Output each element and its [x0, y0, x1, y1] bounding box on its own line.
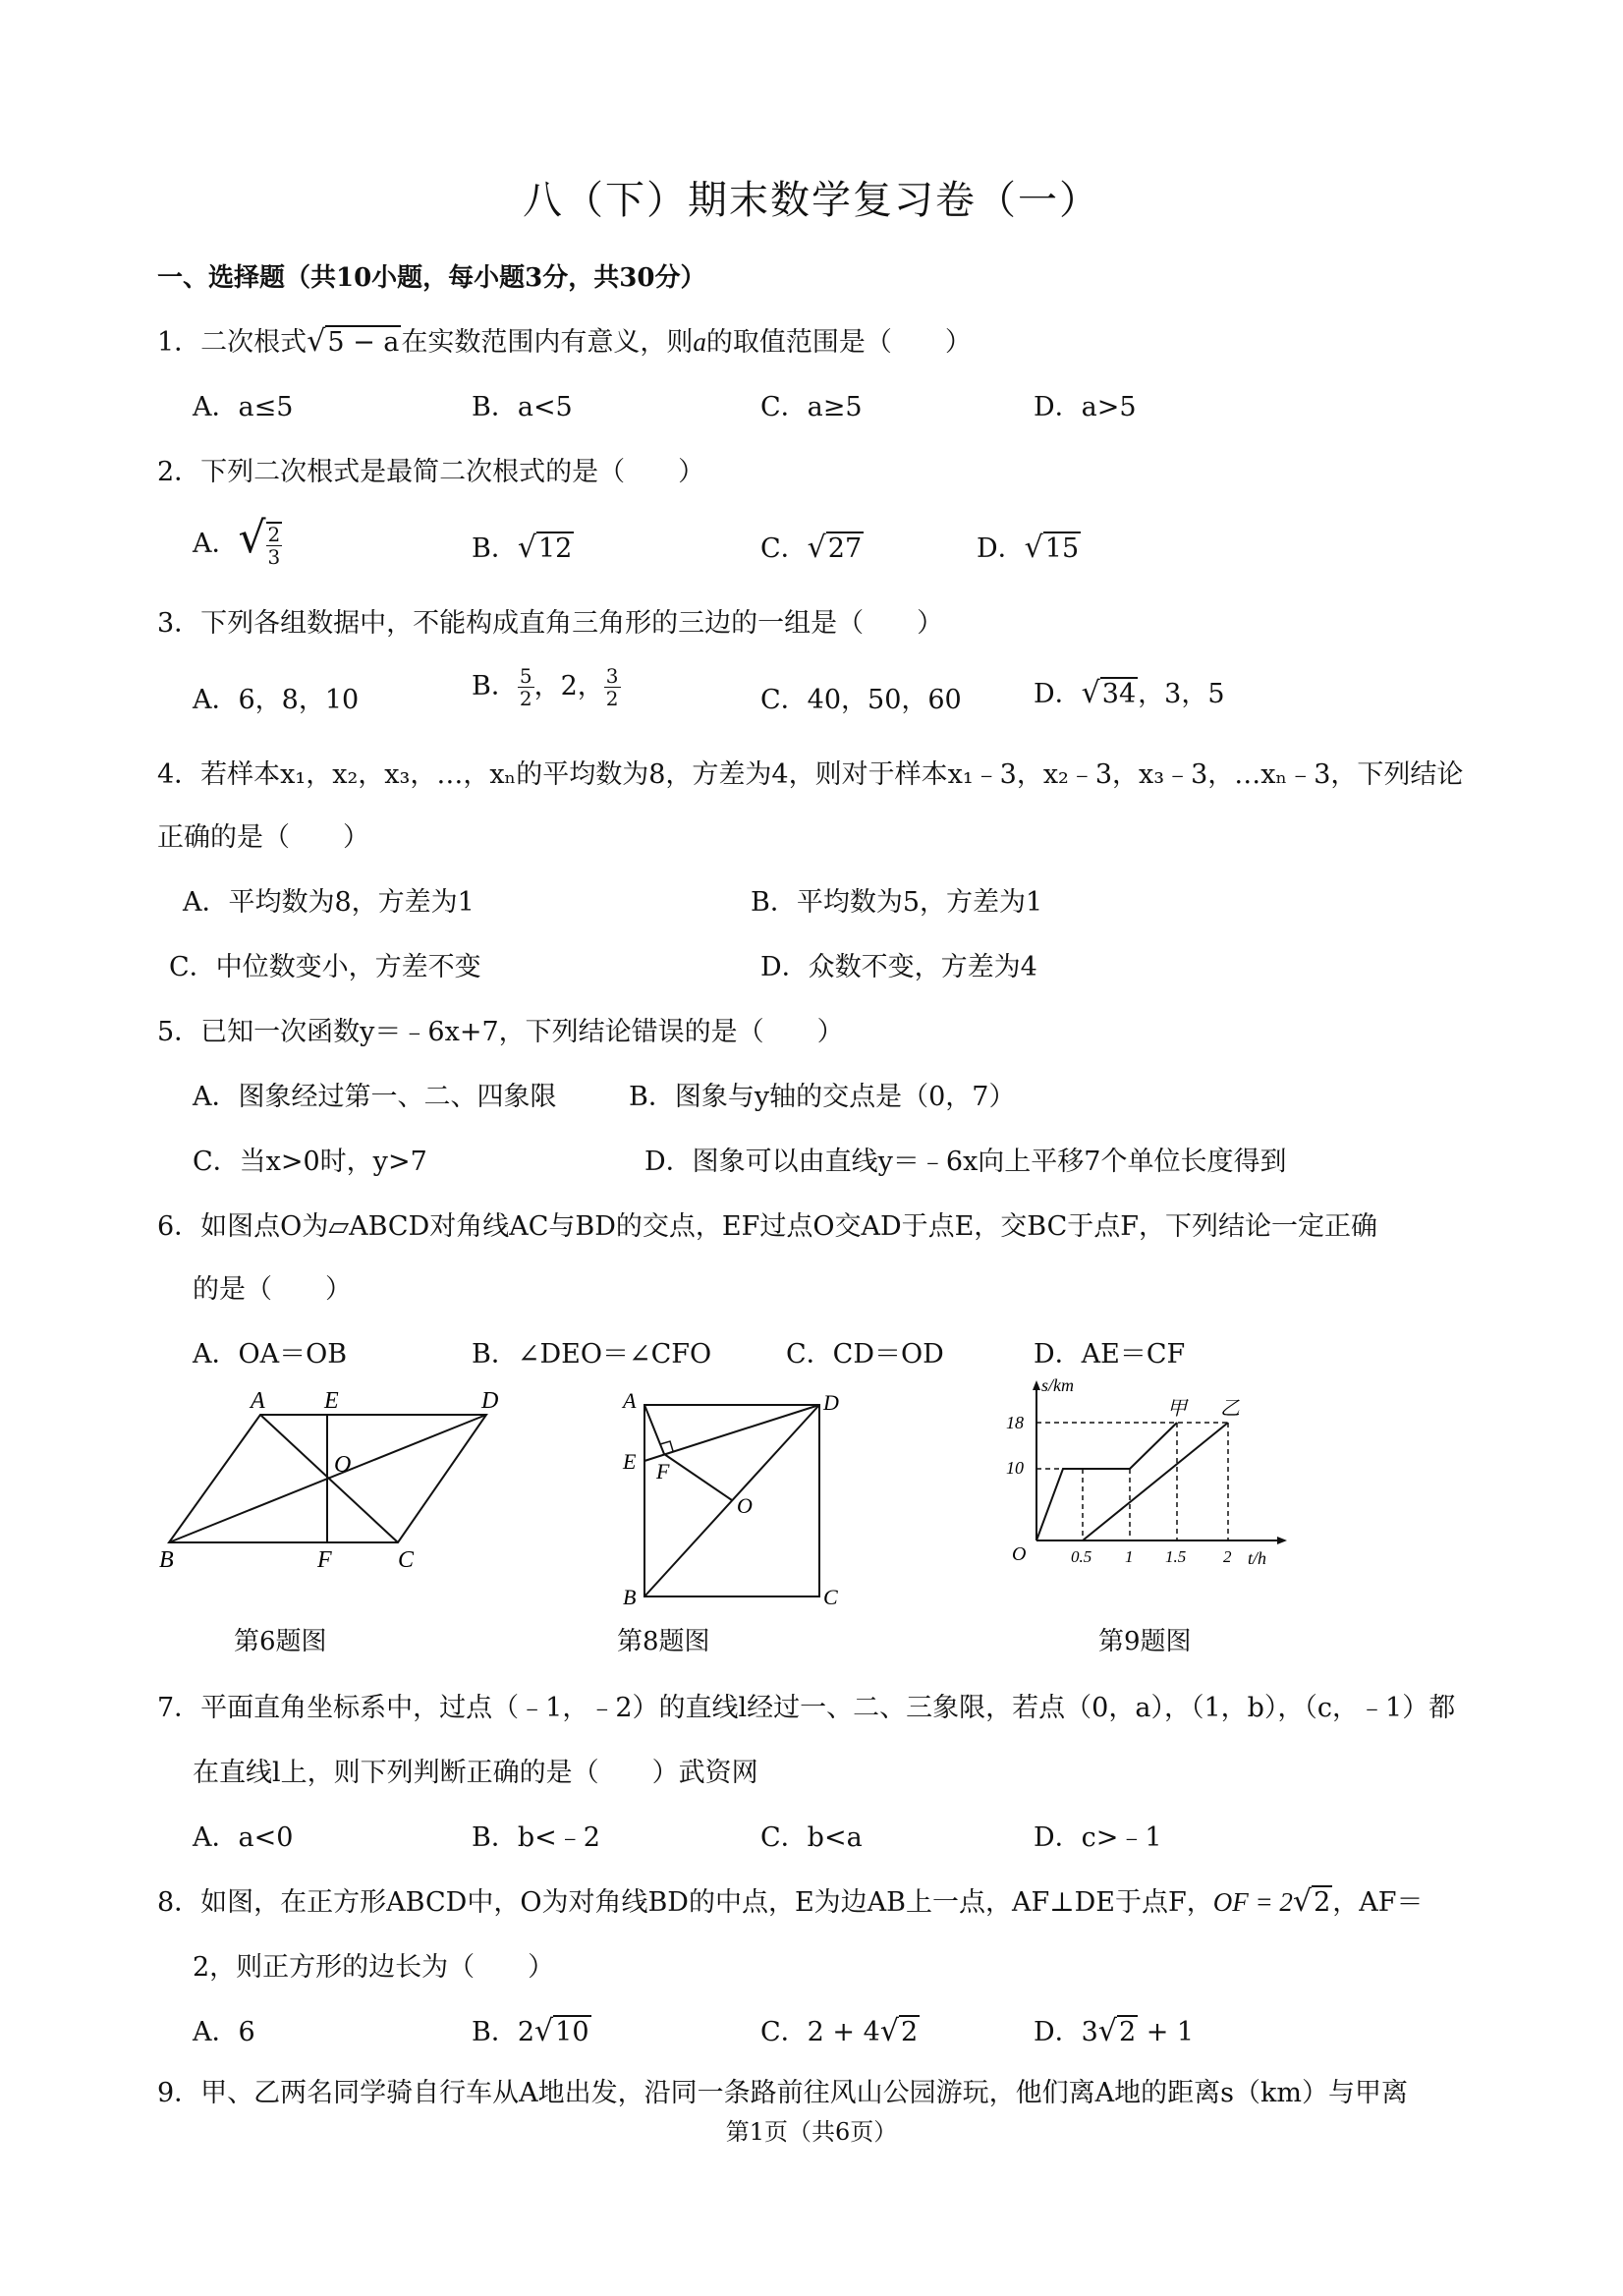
fig9-xlabel: t/h: [1248, 1548, 1267, 1568]
q8-c-radicand: 2: [900, 2017, 919, 2047]
fig9-caption: 第9题图: [1098, 1627, 1192, 1656]
q1-option-a: A．a≤5: [193, 392, 294, 422]
fig8-label-d: D: [823, 1390, 839, 1415]
q8-d-radicand: 2: [1118, 2017, 1137, 2047]
q1-option-c: C．a≥5: [760, 392, 863, 422]
q4-option-b: B．平均数为5，方差为1: [751, 887, 1043, 918]
q7-option-d: D．c>﹣1: [1034, 1822, 1162, 1853]
q3-b-frac1: [518, 665, 534, 709]
fig9-origin: O: [1012, 1543, 1027, 1565]
sqrt-sign: √: [1024, 531, 1043, 565]
q6-option-d: D．AE＝CF: [1034, 1339, 1186, 1370]
fig9-ytick-10: 10: [1006, 1458, 1024, 1478]
q6-option-a: A．OA＝OB: [193, 1339, 348, 1370]
q8-text-d: ，AF＝: [1332, 1887, 1424, 1918]
question-4-line2: 正确的是（ ）: [157, 822, 369, 853]
fig8-label-e: E: [623, 1449, 637, 1474]
segment-af: [644, 1405, 664, 1454]
q3-b-mid: ，2，: [533, 671, 604, 701]
fig9-xtick-1-5: 1.5: [1165, 1547, 1187, 1566]
question-7-line1: 7．平面直角坐标系中，过点（﹣1，﹣2）的直线l经过一、二、三象限，若点（0，a），（1，b），（c，﹣1）都: [157, 1693, 1456, 1723]
question-6-line2: 的是（ ）: [193, 1274, 352, 1305]
question-5: 5．已知一次函数y＝﹣6x+7，下列结论错误的是（ ）: [157, 1017, 844, 1047]
q2-a-label: A．: [193, 529, 239, 559]
question-6-line1: 6．如图点O为▱ABCD对角线AC与BD的交点，EF过点O交AD于点E，交BC于点F，下列结论一定正确: [157, 1211, 1378, 1242]
fig9-series-jia: 甲: [1167, 1398, 1187, 1420]
q2-a-den: 3: [267, 545, 281, 569]
fig8-label-b: B: [623, 1585, 637, 1606]
q3-d-post: ，3，5: [1138, 679, 1225, 709]
fig9-xtick-0-5: 0.5: [1071, 1547, 1092, 1566]
fig6-label-c: C: [398, 1547, 415, 1573]
q3-b-den1: 2: [519, 687, 532, 710]
q2-option-c: [760, 527, 864, 565]
q4-option-a: A．平均数为8，方差为1: [183, 887, 475, 918]
fig8-caption: 第8题图: [617, 1627, 710, 1656]
q2-a-fraction: [266, 522, 283, 568]
sqrt-sign: √: [307, 324, 326, 359]
q2-c-label: C．: [760, 533, 808, 564]
q1-var: a: [693, 327, 706, 357]
question-7-line2: 在直线l上，则下列判断正确的是（ ）武资网: [193, 1758, 758, 1788]
fig8-label-c: C: [823, 1585, 838, 1606]
q1-option-d: D．a>5: [1034, 392, 1137, 422]
sqrt-sign: √: [238, 513, 266, 563]
q2-b-radicand: 12: [537, 533, 573, 564]
q8-text-a: 8．如图，在正方形ABCD中，O为对角线BD的中点，E为边AB上一点，AF⊥DE于点F，: [157, 1887, 1213, 1918]
fig6-label-e: E: [324, 1388, 339, 1414]
sqrt-sign: √: [1097, 2014, 1117, 2048]
q1-radicand: 5 − a: [327, 327, 400, 358]
fig6-label-b: B: [159, 1547, 174, 1573]
sqrt-sign: √: [517, 531, 536, 565]
sqrt-sign: √: [807, 531, 826, 565]
q1-text-post: 在实数范围内有意义，则: [401, 327, 694, 358]
fig6-label-f: F: [317, 1547, 332, 1573]
q3-b-frac2: [604, 665, 621, 709]
segment-fo: [664, 1454, 732, 1500]
q7-option-c: C．b<a: [760, 1822, 863, 1853]
q3-option-b: [472, 664, 621, 709]
q5-option-b: B．图象与y轴的交点是（0，7）: [629, 1082, 1016, 1112]
q2-option-d: [977, 527, 1081, 565]
q2-option-b: [472, 527, 574, 565]
fig9-ylabel: s/km: [1041, 1375, 1074, 1395]
q2-d-label: D．: [977, 533, 1025, 564]
fig6-caption: 第6题图: [234, 1627, 327, 1656]
fig9-series-yi: 乙: [1220, 1398, 1240, 1420]
q8-option-d: [1034, 2010, 1194, 2048]
q2-a-num: 2: [267, 523, 281, 546]
fig6-label-a: A: [251, 1388, 265, 1414]
q6-option-b: B．∠DEO＝∠CFO: [472, 1339, 712, 1370]
q3-d-label: D．: [1034, 679, 1082, 709]
question-1: [157, 320, 972, 359]
question-2: 2．下列二次根式是最简二次根式的是（ ）: [157, 457, 705, 487]
q4-option-d: D．众数不变，方差为4: [760, 952, 1037, 982]
sqrt-sign: √: [1081, 676, 1100, 710]
q3-option-c: C．40，50，60: [760, 685, 962, 715]
q8-b-radicand: 10: [555, 2017, 589, 2047]
q6-option-c: C．CD＝OD: [786, 1339, 944, 1370]
x-axis-arrow: [1277, 1537, 1287, 1544]
q2-d-radicand: 15: [1044, 533, 1080, 564]
q8-of-expr: OF = 2: [1212, 1887, 1293, 1917]
q3-b-num1: 5: [519, 664, 532, 688]
q3-b-label: B．: [472, 671, 518, 701]
q2-c-radicand: 27: [827, 533, 863, 564]
fig6-label-d: D: [481, 1388, 499, 1414]
q5-option-a: A．图象经过第一、二、四象限: [193, 1082, 557, 1112]
q8-option-c: [760, 2010, 920, 2048]
q1-text-pre: 1．二次根式: [157, 327, 308, 358]
question-3: 3．下列各组数据中，不能构成直角三角形的三边的一组是（ ）: [157, 608, 944, 639]
q8-option-a: A．6: [193, 2017, 255, 2047]
fig8-label-o: O: [737, 1493, 753, 1518]
question-4-line1: 4．若样本x₁，x₂，x₃，…，xₙ的平均数为8，方差为4，则对于样本x₁﹣3，x₂﹣3，x₃﹣3，…xₙ﹣3，下列结论: [157, 759, 1464, 790]
q1-option-b: B．a<5: [472, 392, 573, 422]
sqrt-sign: √: [1292, 1884, 1313, 1919]
q5-option-c: C．当x>0时，y>7: [193, 1147, 427, 1177]
q1-text-post2: 的取值范围是（ ）: [705, 327, 972, 358]
q3-option-d: [1034, 672, 1225, 710]
series-line-yi: [1083, 1423, 1228, 1540]
q8-option-b: [472, 2010, 591, 2048]
question-8-line1: [157, 1880, 1423, 1919]
section-heading: 一、选择题（共10小题，每小题3分，共30分）: [157, 263, 706, 293]
fig6-label-o: O: [334, 1452, 352, 1478]
question-8-line2: 2，则正方形的边长为（ ）: [193, 1952, 555, 1983]
fig9-xtick-1: 1: [1125, 1547, 1134, 1566]
question-9: 9．甲、乙两名同学骑自行车从A地出发，沿同一条路前往风山公园游玩，他们离A地的距离s（km）与甲离: [157, 2078, 1408, 2108]
q3-b-den2: 2: [605, 687, 619, 710]
page-footer: 第1页（共6页）: [725, 2118, 898, 2146]
page-title: 八（下）期末数学复习卷（一）: [523, 178, 1100, 223]
fig9-xtick-2: 2: [1223, 1547, 1232, 1566]
y-axis-arrow: [1033, 1380, 1040, 1390]
figure-6-parallelogram: [147, 1380, 521, 1577]
q8-c-label: C．2 + 4: [760, 2017, 880, 2047]
figure-8-square: [609, 1380, 865, 1606]
q8-of-radicand: 2: [1314, 1887, 1331, 1918]
fig8-label-a: A: [623, 1388, 637, 1413]
q7-option-a: A．a<0: [193, 1822, 294, 1853]
q3-d-radicand: 34: [1101, 679, 1137, 709]
q7-option-b: B．b<﹣2: [472, 1822, 600, 1853]
q2-b-label: B．: [472, 533, 518, 564]
sqrt-sign: √: [879, 2014, 899, 2048]
fig8-label-f: F: [656, 1459, 670, 1484]
q3-b-num2: 3: [605, 664, 619, 688]
q8-d-post: + 1: [1138, 2017, 1195, 2047]
figure-9-graph: [1002, 1375, 1297, 1582]
q8-d-label: D．3: [1034, 2017, 1098, 2047]
fig9-ytick-18: 18: [1006, 1413, 1024, 1432]
q4-option-c: C．中位数变小，方差不变: [169, 952, 481, 982]
q2-option-a: [193, 513, 282, 568]
q5-option-d: D．图象可以由直线y＝﹣6x向上平移7个单位长度得到: [644, 1147, 1287, 1177]
q3-option-a: A．6，8，10: [193, 685, 360, 715]
sqrt-sign: √: [534, 2014, 554, 2048]
q8-b-label: B．2: [472, 2017, 535, 2047]
